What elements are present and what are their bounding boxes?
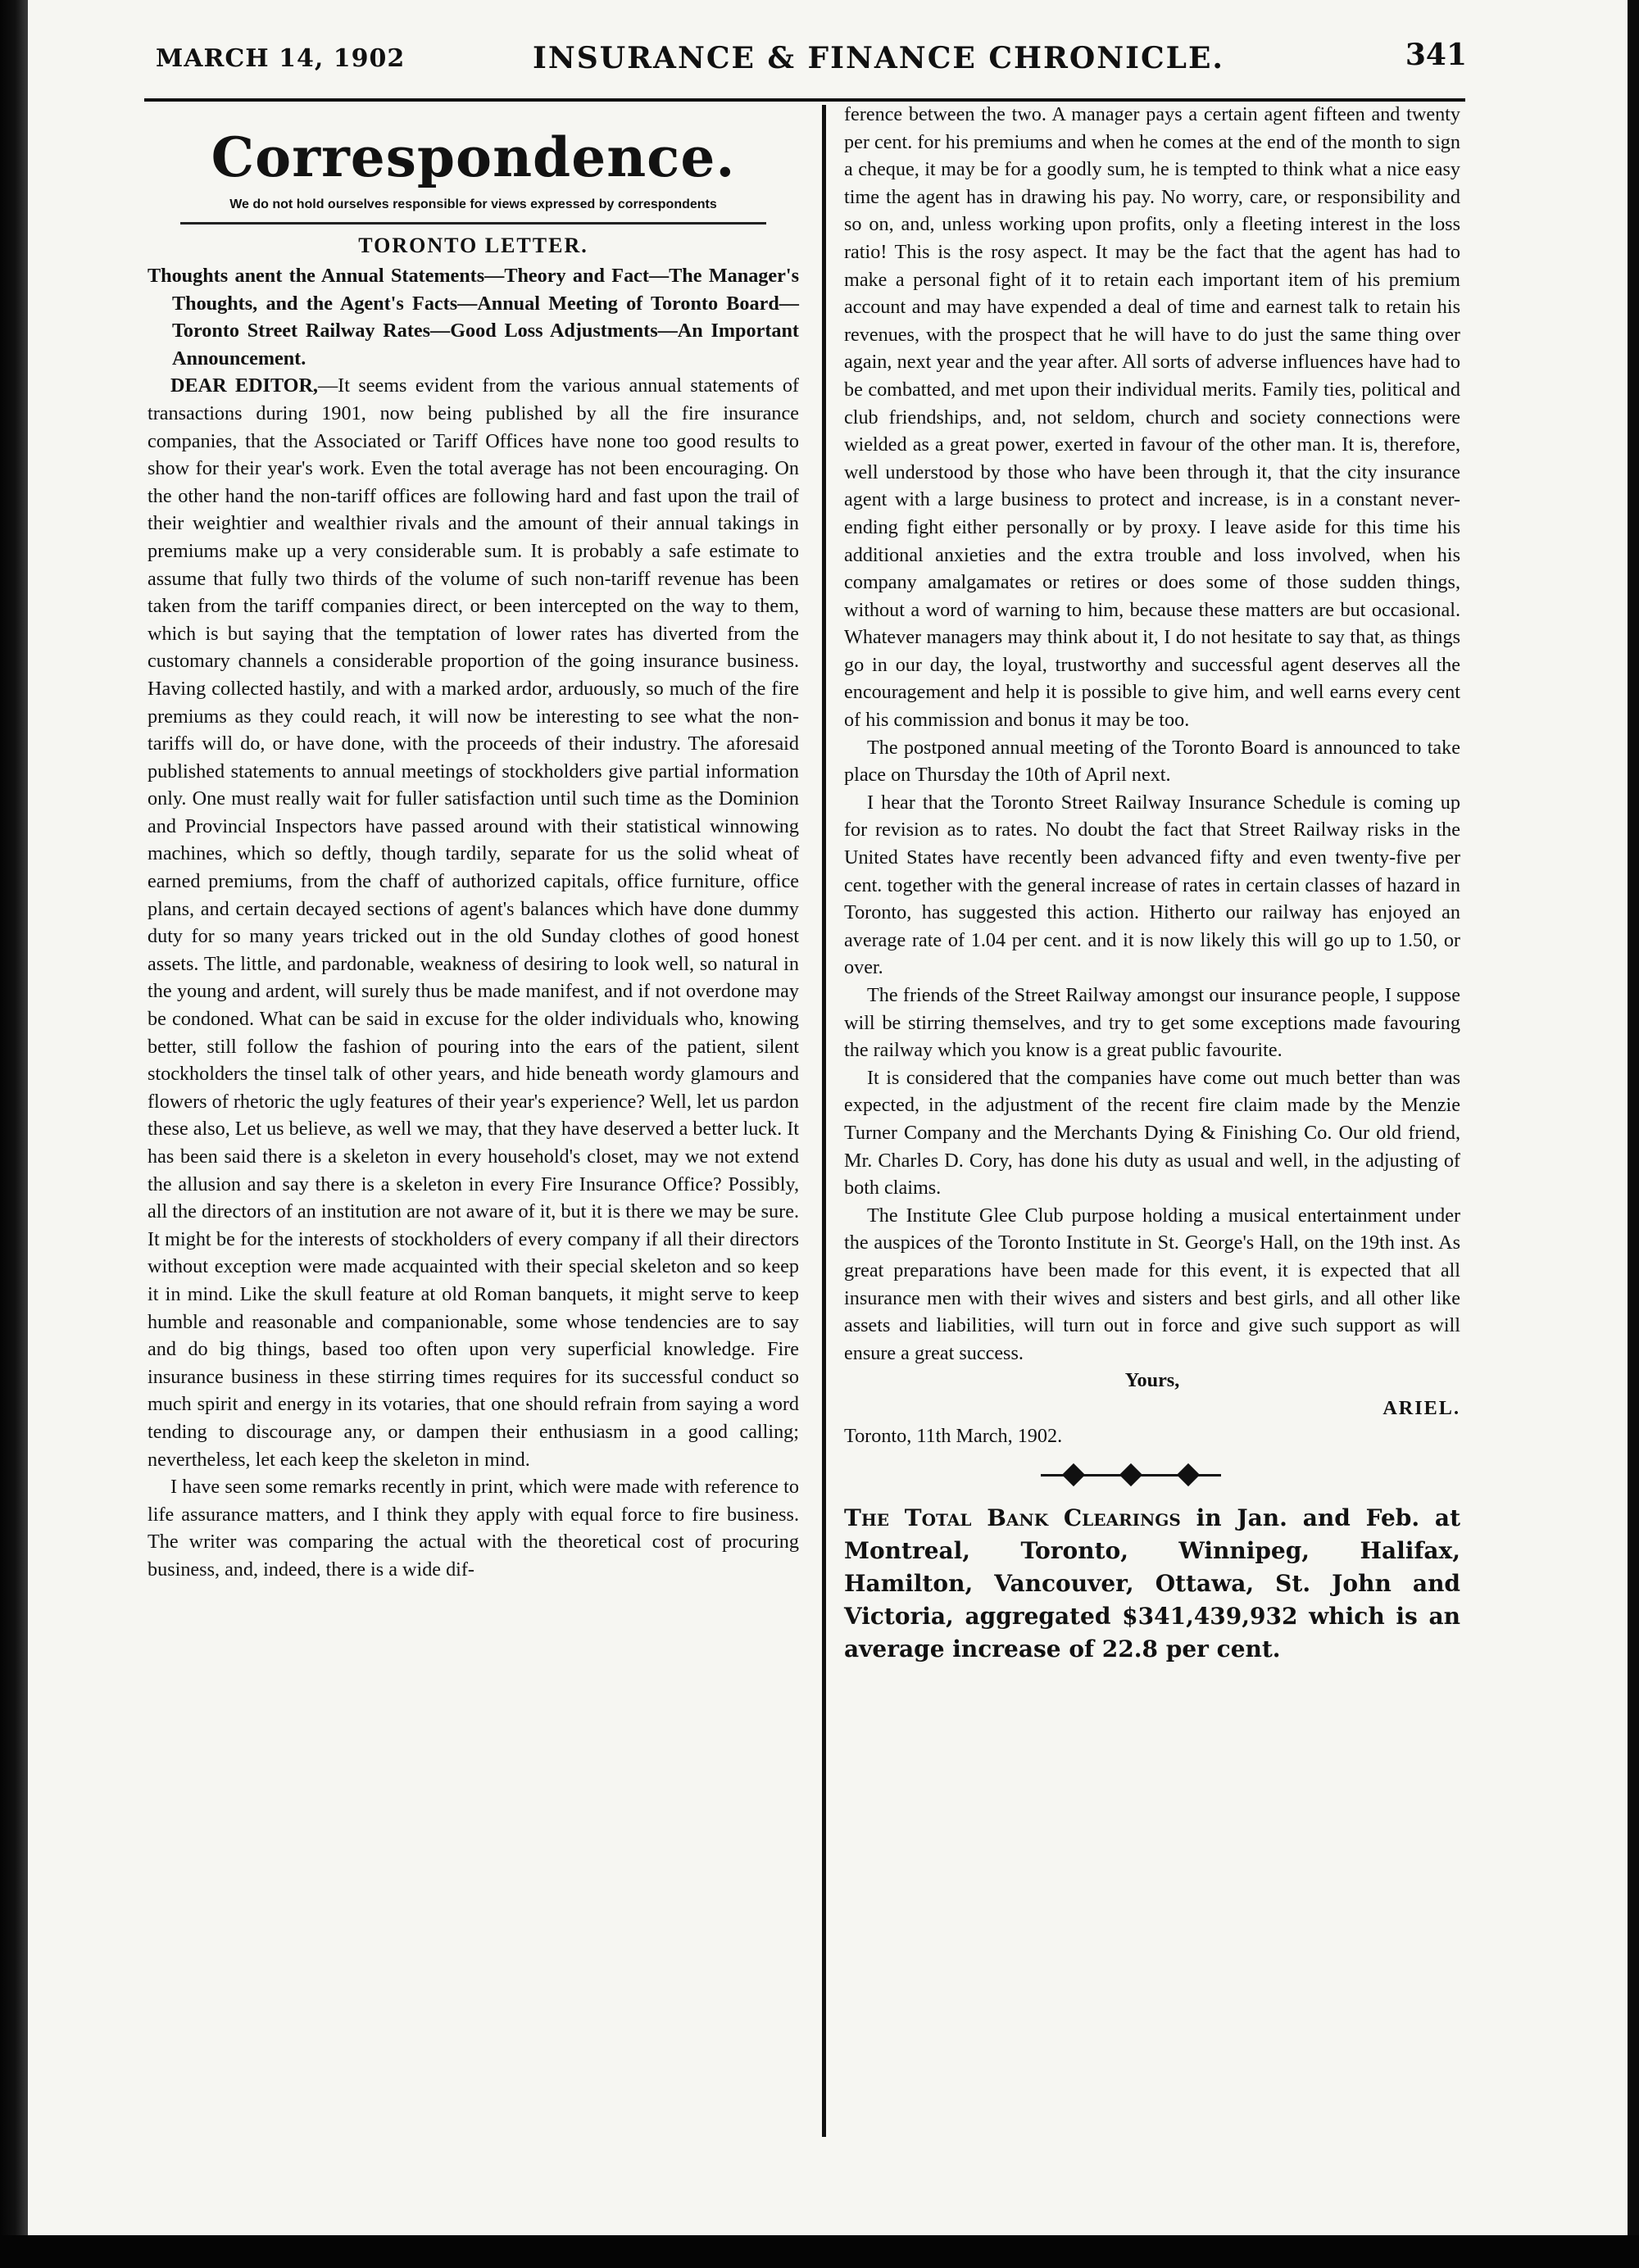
letter-title: TORONTO LETTER. [358,234,588,257]
letter-summary: Thoughts anent the Annual Statements—Theory and Fact—The Manager's Thoughts, and the Agent's Facts—Annual Meeting of Toronto Board—Toronto Street Railway Rates—Good Loss Adjustments—An Important Announcement. [148,265,799,370]
scan-right-edge [1628,0,1639,2268]
ornament-divider [844,1463,1460,1487]
notice-lead: The Total Bank Clearings [844,1504,1181,1532]
section-title: Correspondence. [211,125,736,189]
letter-place-date: Toronto, 11th March, 1902. [844,1424,1063,1447]
ornament-diamond [1177,1463,1200,1486]
scan-bottom-edge [0,2235,1639,2268]
letter-signature: ARIEL. [1382,1396,1460,1419]
letter-paragraph: It is considered that the companies have come out much better than was expected, in the adjustment of the recent fire claim made by the Menzie Turner Company and the Merchants Dying & Finishing Co. Our old friend, Mr. Charles D. Cory, has done his duty as usual and well, in the adjusting of both claims. [844,1066,1460,1200]
issue-date: MARCH 14, 1902 [156,44,406,73]
page-number: 341 [1405,38,1467,72]
paragraph-text: —It seems evident from the various annual statements of transactions during 1901, now being published by all the fire insurance companies, that the Associated or Tariff Offices have none too good results to show for their year's work. Even the total average has not been encouraging. On the other hand the non-tariff offices are following hard and fast upon the trail of their weightier and wealthier rivals and the amount of their annual takings in premiums make up a very considerable sum. It is probably a safe estimate to assume that fully two thirds of the volume of such non-tariff revenue has been taken from the tariff companies direct, or been intercepted on the way to them, which is but saying that the temptation of lower rates has diverted from the customary channels a considerable proportion of the going insurance business. Having collected hastily, and with a marked ardor, arduously, so much of the fire premiums as they could reach, it will now be interesting to see what the non-tariffs will do, or have done, with the proceeds of their industry. The aforesaid published statements to annual meetings of stockholders give partial information only. One must really wait for fuller satisfaction until such time as the Dominion and Provincial Inspectors have passed around with their statistical winnowing machines, which so deftly, though tardily, separate for us the solid wheat of earned premiums, from the chaff of authorized capitals, office furniture, office plans, and certain decayed sections of agent's balances which have done dummy duty for so many years tricked out in the old Sunday clothes of good honest assets. The little, and pardonable, weakness of desiring to look well, so natural in the young and ardent, will surely thus be made manifest, and if not overdone may be condoned. What can be said in excuse for the older individuals who, knowing better, still follow the fashion of pouring into the ears of the patient, silent stockholders the tinsel talk of other years, and hide beneath wordy glamours and flowers of rhetoric the ugly features of their year's experience? Well, let us pardon these also, Let us believe, as well we may, that they have deserved a better luck. It has been said there is a skeleton in every household's closet, may we not extend the allusion and say there is a skeleton in every Fire Insurance Office? Possibly, all the directors of an institution are not aware of it, but it is there we may be sure. It might be for the interests of stockholders of every company if all their directors without exception were made acquainted with their special skeleton and so keep it in mind. Like the skull feature at old Roman banquets, it might serve to keep humble and reasonable and companionable, some whose tendencies are to say and do big things, based too often upon very superficial knowledge. Fire insurance business in these stirring times requires for its successful conduct so much spirit and energy in its votaries, that one should refrain from saying a word tending to discourage any, or dampen their enthusiasm in a good calling; nevertheless, let each keep the skeleton in mind. [148,374,799,1471]
column-divider [822,105,826,2137]
salutation: DEAR EDITOR, [170,374,318,397]
scan-left-edge [0,0,28,2268]
right-column [844,101,1460,1666]
letter-closing: Yours, [1124,1369,1180,1392]
letter-paragraph: I hear that the Toronto Street Railway Insurance Schedule is coming up for revision as to rates. No doubt the fact that Street Railway risks in the United States have recently been advanced fifty and even twenty-five per cent. together with the general increase of rates in certain classes of hazard in Toronto, has suggested this action. Hitherto our railway has enjoyed an average rate of 1.04 per cent. and it is now likely this will go up to 1.50, or over. [844,791,1460,979]
publication-title: INSURANCE & FINANCE CHRONICLE. [533,41,1224,75]
letter-paragraph: The friends of the Street Railway amongst our insurance people, I suppose will be stirring themselves, and try to get some exceptions made favouring the railway which you know is a great public favourite. [844,984,1460,1062]
letter-paragraph: I have seen some remarks recently in print, which were made with reference to life assurance matters, and I think they apply with equal force to fire business. The writer was comparing the actual with the theoretical cost of procuring business, and, indeed, there is a wide dif- [148,1476,799,1581]
section-disclaimer: We do not hold ourselves responsible for views expressed by correspondents [229,197,717,211]
letter-paragraph: The postponed annual meeting of the Toronto Board is announced to take place on Thursday the 10th of April next. [844,736,1460,787]
letter-paragraph [148,372,799,1473]
letter-paragraph: The Institute Glee Club purpose holding a musical entertainment under the auspices of the Toronto Institute in St. George's Hall, on the 19th inst. As great preparations have been made for this event, it is expected that all insurance men with their wives and sisters and best girls, and all other like assets and liabilities, will turn out in force and give such support as will ensure a great success. [844,1204,1460,1364]
left-column [148,127,799,1584]
ornament-diamond [1119,1463,1142,1486]
section-rule [180,222,766,225]
ornament-diamond [1062,1463,1085,1486]
notice-body: in Jan. and Feb. at Montreal, Toronto, Winnipeg, Halifax, Hamilton, Vancouver, Ottawa, St. John and Victoria, aggregated $341,439,932 which is an average increase of 22.8 per cent. [844,1504,1461,1663]
bank-clearings-notice [844,1502,1460,1666]
letter-paragraph: ference between the two. A manager pays a certain agent fifteen and twenty per cent. for his premiums and when he comes at the end of the month to sign a cheque, it may be for a goodly sum, he is tempted to think what a nice easy time the agent has in drawing his pay. No worry, care, or responsibility and so on, and, unless working upon profits, only a fleeting interest in the loss ratio! This is the rosy aspect. It may be the fact that the agent has had to make a personal fight of it to retain each important item of his premium account and may have expended a deal of time and earnest talk to retain his revenues, with the prospect that he will have to do just the same thing over again, next year and the year after. All sorts of adverse influences have had to be combatted, and met upon their individual merits. Family ties, political and club friendships, and, not seldom, church and society connections were wielded as a great power, exerted in favour of the other man. It is, therefore, well understood by those who have been through it, that the city insurance agent with a large business to protect and increase, is in a constant never-ending fight either personally or by proxy. I leave aside for this time his additional anxieties and the extra trouble and loss involved, when his company amalgamates or retires or does some of those sudden things, without a word of warning to him, because these matters are but occasional. Whatever managers may think about it, I do not hesitate to say that, as things go in our day, the loyal, trustworthy and successful agent deserves all the encouragement and help it is possible to give him, and well earns every cent of his commission and bonus it may be too. [844,103,1460,732]
page-header [156,38,1467,87]
